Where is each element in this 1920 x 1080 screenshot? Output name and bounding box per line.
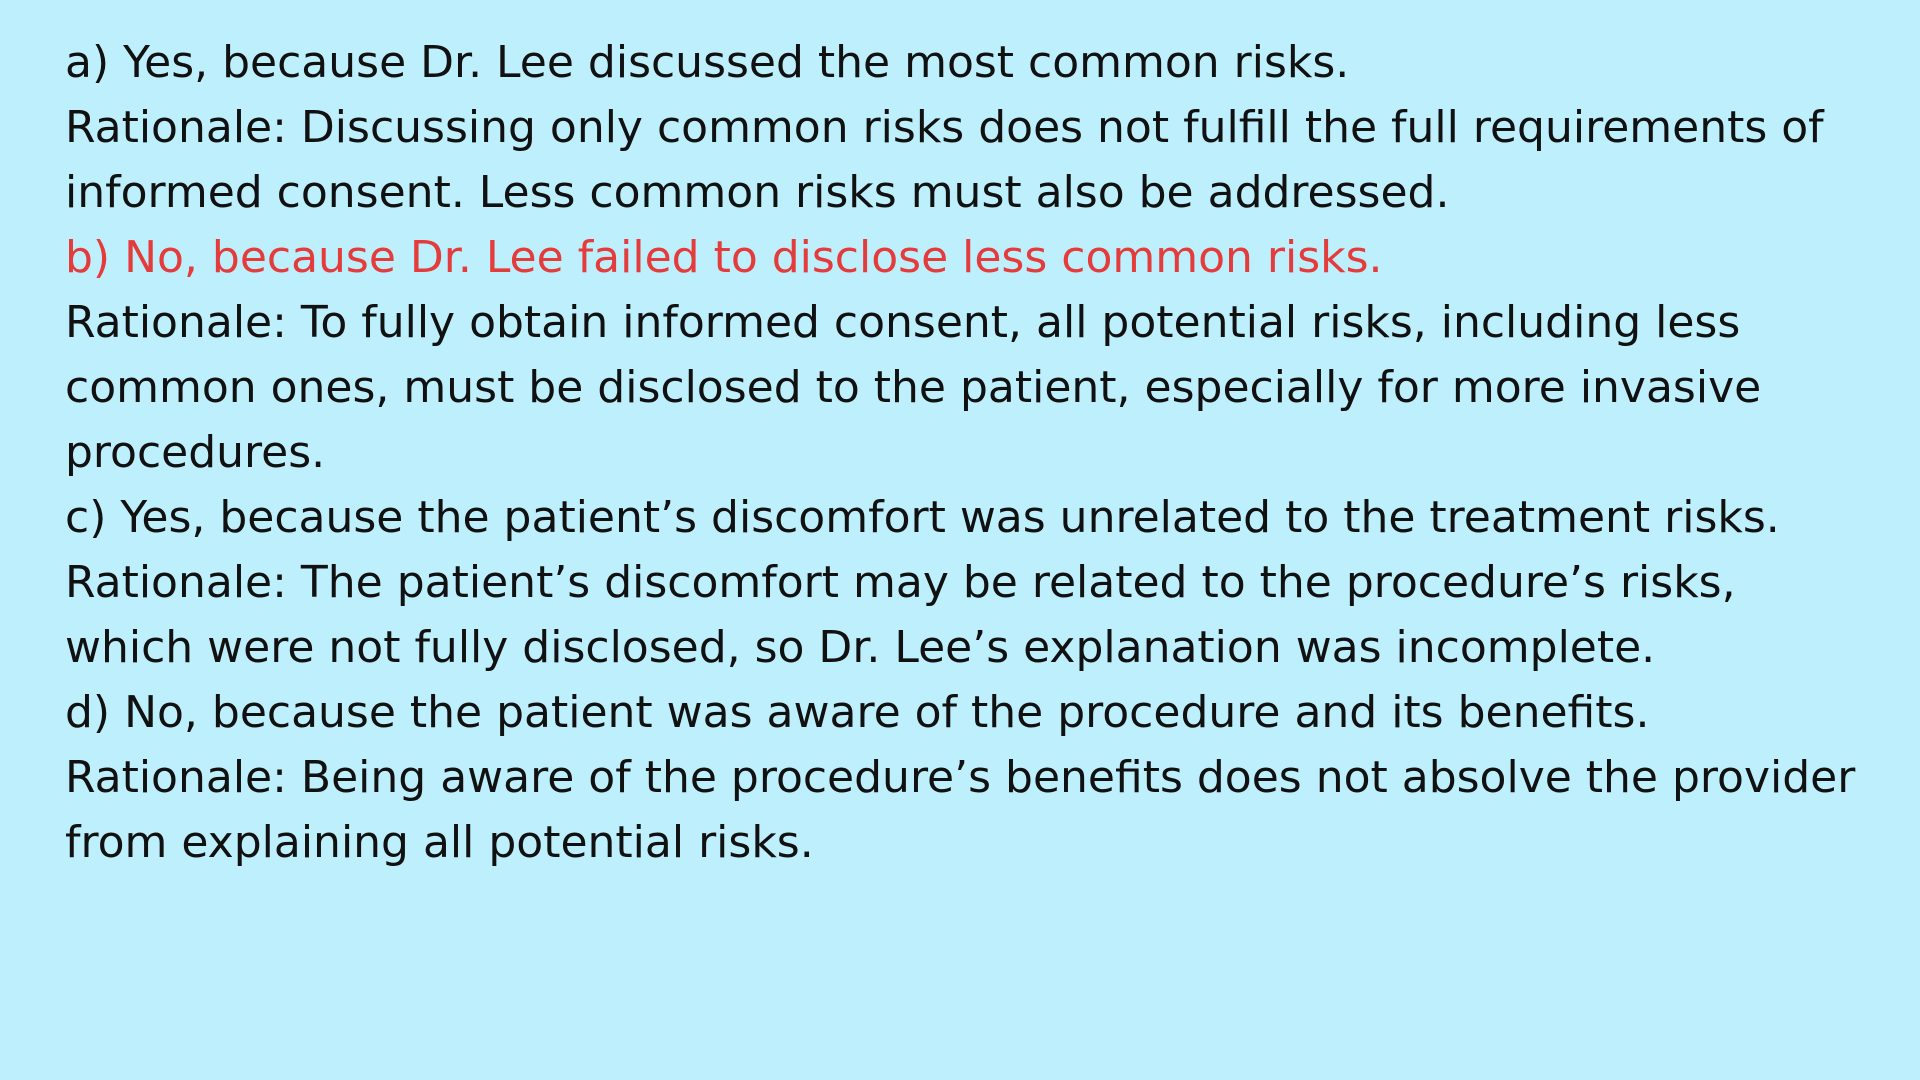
option-c-rationale: Rationale: The patient’s discomfort may be related to the procedure’s risks, which were not fully disclosed, so Dr. Lee’s explanation was incomplete. bbox=[65, 557, 1736, 673]
option-b-rationale: Rationale: To fully obtain informed consent, all potential risks, including less common ones, must be disclosed to the patient, especially for more invasive procedures. bbox=[65, 297, 1762, 478]
option-d-rationale: Rationale: Being aware of the procedure’s benefits does not absolve the provider from explaining all potential risks. bbox=[65, 752, 1856, 868]
option-b-choice-correct: b) No, because Dr. Lee failed to disclose less common risks. bbox=[65, 232, 1383, 283]
option-a-rationale: Rationale: Discussing only common risks does not fulfill the full requirements of informed consent. Less common risks must also be addressed. bbox=[65, 102, 1824, 218]
option-a-choice: a) Yes, because Dr. Lee discussed the most common risks. bbox=[65, 37, 1350, 88]
option-c-choice: c) Yes, because the patient’s discomfort was unrelated to the treatment risks. bbox=[65, 492, 1780, 543]
option-d-choice: d) No, because the patient was aware of the procedure and its benefits. bbox=[65, 687, 1650, 738]
answer-options bbox=[65, 30, 1875, 875]
